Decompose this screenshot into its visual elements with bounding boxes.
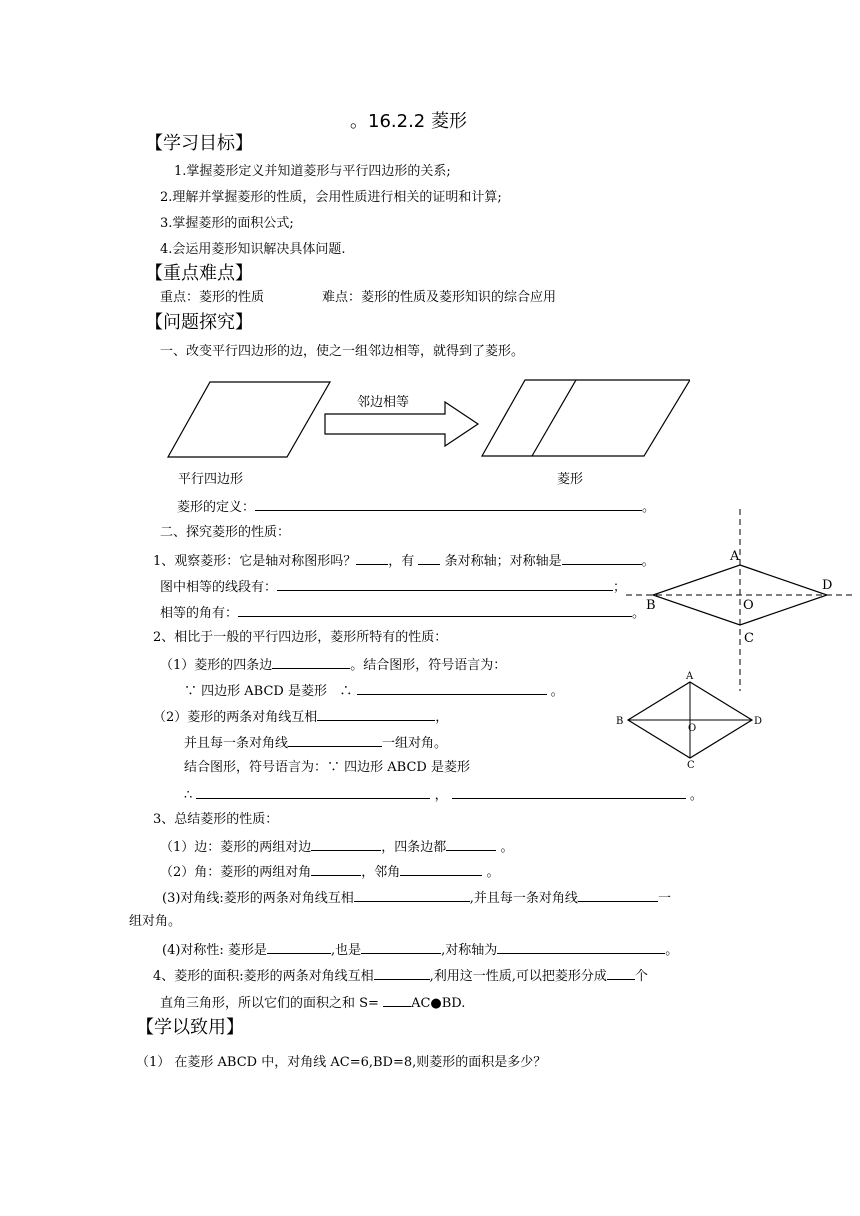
blank[interactable] (356, 552, 388, 565)
blank[interactable] (288, 734, 382, 747)
blank[interactable] (497, 941, 665, 954)
vertex-label-a: A (730, 549, 740, 564)
vertex-label-c: C (744, 631, 754, 646)
blank[interactable] (400, 863, 482, 876)
key-point: 重点：菱形的性质 (160, 290, 265, 305)
rhombus-divider-line (532, 380, 576, 456)
parallelogram-caption: 平行四边形 (178, 472, 244, 487)
definition-line: 菱形的定义： 。 (177, 500, 656, 515)
arrow-label: 邻边相等 (357, 395, 410, 410)
summary-sides: （1）边：菱形的两组对边 ，四条边都 。 (160, 840, 514, 855)
vertex-label-d: D (822, 578, 833, 593)
objective-item: 1.掌握菱形定义并知道菱形与平行四边形的关系; (174, 164, 451, 179)
problem-1: （1） 在菱形 ABCD 中，对角线 AC=6,BD=8,则菱形的面积是多少？ (136, 1055, 547, 1070)
summary-diagonals-cont: 组对角。 (129, 914, 182, 929)
blank[interactable] (272, 656, 350, 669)
property-2-conclusion: ∴ ， 。 (184, 788, 703, 803)
objective-item: 4.会运用菱形知识解决具体问题. (160, 242, 346, 257)
part2-heading: 二、探究菱形的性质： (160, 525, 291, 540)
blank[interactable] (357, 682, 547, 695)
intro-text: 一、改变平行四边形的边，使之一组邻边相等，就得到了菱形。 (160, 344, 525, 359)
center-label-o: O (743, 598, 754, 613)
blank[interactable] (238, 604, 632, 617)
summary-diagonals: (3)对角线:菱形的两条对角线互相 ,并且每一条对角线 一 (162, 891, 671, 906)
blank[interactable] (317, 708, 435, 721)
section-heading-application: 【学以致用】 (136, 1017, 244, 1038)
blank[interactable] (277, 578, 613, 591)
section-heading-exploration: 【问题探究】 (145, 312, 253, 333)
property-2-symbolic: 结合图形，符号语言为：∵ 四边形 ABCD 是菱形 (184, 760, 470, 775)
summary-angles: （2）角：菱形的两组对角 ，邻角 。 (160, 865, 500, 880)
equal-segments-line: 图中相等的线段有： ； (160, 580, 627, 595)
question-3: 3、总结菱形的性质： (153, 812, 279, 827)
equal-angles-line: 相等的角有： 。 (160, 606, 646, 621)
blank[interactable] (607, 967, 635, 980)
parallelogram-to-rhombus-figure (160, 372, 690, 464)
blank[interactable] (446, 838, 496, 851)
property-2-line: （2）菱形的两条对角线互相 ， (153, 710, 449, 725)
blank[interactable] (196, 786, 430, 799)
definition-blank[interactable] (255, 498, 642, 511)
summary-symmetry: (4)对称性: 菱形是 ,也是 ,对称轴为 。 (162, 943, 679, 958)
question-1-line: 1、观察菱形：它是轴对称图形吗？ ，有 条对称轴；对称轴是 。 (153, 554, 655, 569)
area-line-cont: 直角三角形，所以它们的面积之和 S= AC●BD. (160, 996, 466, 1011)
section-heading-key-points: 【重点难点】 (145, 263, 253, 284)
vertex-label-b: B (646, 598, 656, 613)
property-1-line: （1）菱形的四条边 。结合图形，符号语言为： (160, 658, 507, 673)
blank[interactable] (383, 994, 411, 1007)
vertex-label-a: A (686, 671, 694, 682)
section-heading-objectives: 【学习目标】 (145, 133, 253, 154)
blank[interactable] (374, 967, 430, 980)
page-title: 。16.2.2 菱形 (350, 111, 467, 132)
question-2: 2、相比于一般的平行四边形，菱形所特有的性质： (153, 630, 448, 645)
blank[interactable] (452, 786, 686, 799)
blank[interactable] (267, 941, 331, 954)
blank[interactable] (354, 889, 470, 902)
vertex-label-b: B (616, 716, 624, 727)
property-1-symbolic: ∵ 四边形 ABCD 是菱形 ∴ 。 (184, 684, 564, 699)
area-line: 4、菱形的面积:菱形的两条对角线互相 ,利用这一性质,可以把菱形分成 个 (153, 969, 648, 984)
objective-item: 2.理解并掌握菱形的性质，会用性质进行相关的证明和计算; (160, 190, 502, 205)
objective-item: 3.掌握菱形的面积公式; (160, 216, 294, 231)
blank[interactable] (361, 941, 441, 954)
rhombus-caption: 菱形 (557, 472, 584, 487)
blank[interactable] (578, 889, 658, 902)
vertex-label-d: D (754, 716, 763, 727)
center-label-o: O (688, 723, 697, 734)
blank[interactable] (418, 552, 440, 565)
property-2-line-b: 并且每一条对角线 一组对角。 (184, 736, 448, 751)
difficulty-point: 难点：菱形的性质及菱形知识的综合应用 (322, 290, 557, 305)
rhombus-shape (482, 380, 690, 456)
parallelogram-shape (168, 382, 330, 457)
rhombus-symmetry-figure (620, 505, 860, 695)
blank[interactable] (311, 863, 361, 876)
blank[interactable] (311, 838, 381, 851)
rhombus-diagonals-figure (608, 668, 768, 774)
vertex-label-c: C (687, 760, 695, 771)
